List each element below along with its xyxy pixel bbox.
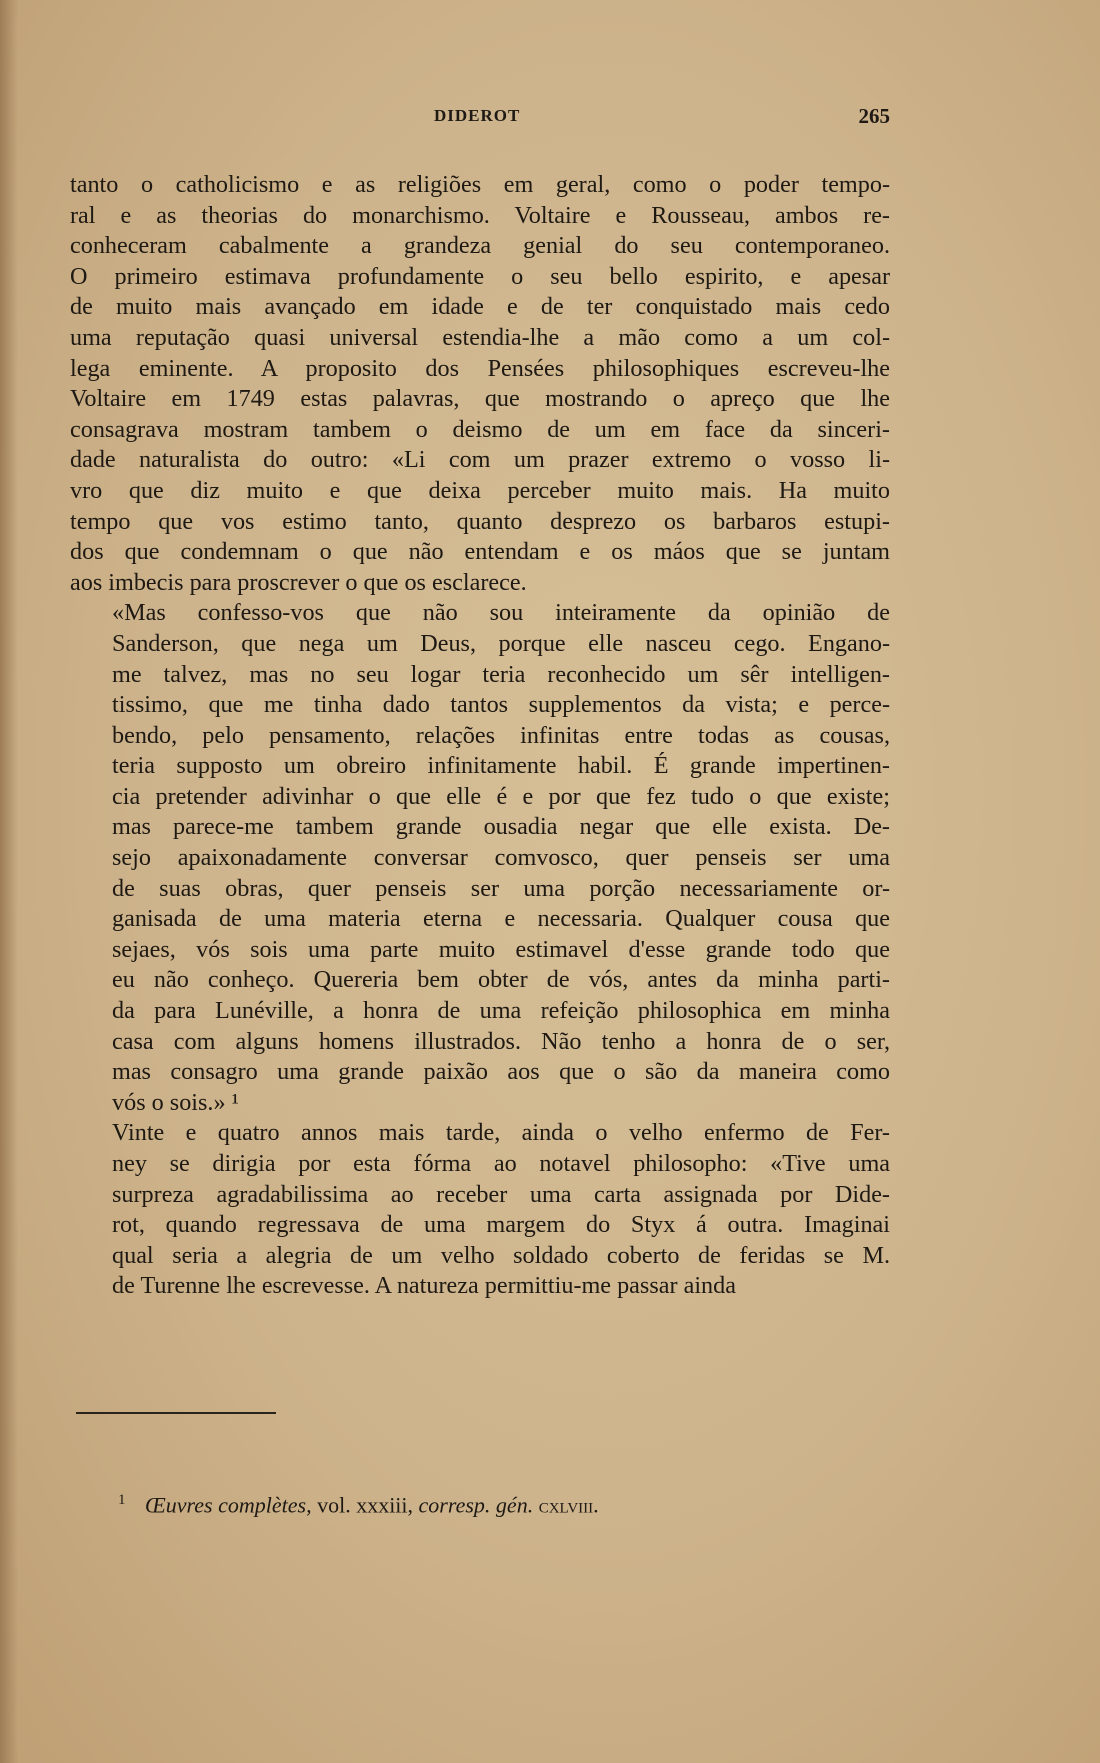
- text-line: Vinte e quatro annos mais tarde, ainda o velho enfermo de Fer-: [112, 1119, 890, 1147]
- text-line: ral e as theorias do monarchismo. Voltaire e Rousseau, ambos re-: [70, 201, 890, 229]
- text-line: surpreza agradabilissima ao receber uma carta assignada por Dide-: [112, 1180, 890, 1208]
- text-line: eu não conheço. Quereria bem obter de vós, antes da minha parti-: [112, 966, 890, 994]
- text-line: qual seria a alegria de um velho soldado coberto de feridas se M.: [112, 1241, 890, 1269]
- text-line: vro que diz muito e que deixa perceber muito mais. Ha muito: [70, 476, 890, 504]
- paragraph-2: [70, 598, 890, 1118]
- text-line: ney se dirigia por esta fórma ao notavel philosopho: «Tive uma: [112, 1150, 890, 1177]
- text-line: casa com alguns homens illustrados. Não tenho a honra de o ser,: [112, 1027, 890, 1055]
- text-line: ganisada de uma materia eterna e necessaria. Qualquer cousa que: [112, 905, 890, 933]
- footnote-work-title: Œuvres complètes,: [145, 1492, 312, 1518]
- text-line: bendo, pelo pensamento, relações infinitas entre todas as cousas,: [112, 721, 890, 749]
- text-line: Sanderson, que nega um Deus, porque elle nasceu cego. Engano-: [112, 629, 890, 657]
- text-line: de Turenne lhe escrevesse. A natureza permittiu-me passar ainda: [112, 1272, 736, 1300]
- footnote-letter-number: cxlviii.: [538, 1492, 599, 1518]
- page-number: 265: [858, 104, 890, 128]
- text-line: conheceram cabalmente a grandeza genial do seu contemporaneo.: [70, 232, 890, 260]
- paragraph-3: [70, 1118, 890, 1302]
- text-line: rot, quando regressava de uma margem do Styx á outra. Imaginai: [112, 1211, 890, 1239]
- text-line: teria supposto um obreiro infinitamente habil. É grande impertinen-: [112, 752, 890, 780]
- text-line: sejaes, vós sois uma parte muito estimavel d'esse grande todo que: [112, 935, 890, 963]
- page-edge-shadow: [0, 0, 18, 1763]
- text-line: mas consagro uma grande paixão aos que o são da maneira como: [112, 1058, 890, 1086]
- text-line: da para Lunéville, a honra de uma refeição philosophica em minha: [112, 997, 890, 1025]
- footnote-marker: 1: [118, 1492, 126, 1508]
- text-line: aos imbecis para proscrever o que os esclarece.: [70, 568, 527, 596]
- text-line: lega eminente. A proposito dos Pensées philosophiques escreveu-lhe: [70, 354, 890, 382]
- text-line: consagrava mostram tambem o deismo de um em face da sinceri-: [70, 415, 890, 443]
- text-line: Voltaire em 1749 estas palavras, que mostrando o apreço que lhe: [70, 385, 890, 413]
- page-header: [70, 106, 890, 140]
- text-line: «Mas confesso-vos que não sou inteiramente da opinião de: [112, 599, 890, 627]
- text-line: cia pretender adivinhar o que elle é e por que fez tudo o que existe;: [112, 782, 890, 810]
- text-line: dade naturalista do outro: «Li com um prazer extremo o vosso li-: [70, 446, 890, 474]
- footnote: [118, 1492, 599, 1518]
- footnote-divider: [76, 1412, 276, 1414]
- body-text: [70, 170, 890, 1302]
- footnote-volume: vol. xxxiii,: [317, 1492, 414, 1518]
- text-line: de suas obras, quer penseis ser uma porção necessariamente or-: [112, 874, 890, 902]
- running-title: DIDEROT: [434, 106, 521, 125]
- text-line: tanto o catholicismo e as religiões em geral, como o poder tempo-: [70, 171, 890, 198]
- text-line: mas parece-me tambem grande ousadia negar que elle exista. De-: [112, 813, 890, 841]
- text-line: tissimo, que me tinha dado tantos supplementos da vista; e perce-: [112, 691, 890, 719]
- text-line: me talvez, mas no seu logar teria reconhecido um sêr intelligen-: [112, 660, 890, 688]
- text-line: uma reputação quasi universal estendia-lhe a mão como a um col-: [70, 323, 890, 351]
- footnote-correspondence: corresp. gén.: [418, 1492, 534, 1518]
- text-line: de muito mais avançado em idade e de ter conquistado mais cedo: [70, 293, 890, 321]
- text-line: O primeiro estimava profundamente o seu bello espirito, e apesar: [70, 262, 890, 290]
- paragraph-1: [70, 170, 890, 598]
- text-line: vós o sois.» ¹: [112, 1088, 239, 1116]
- text-line: tempo que vos estimo tanto, quanto desprezo os barbaros estupi-: [70, 507, 890, 535]
- text-line: sejo apaixonadamente conversar comvosco, quer penseis ser uma: [112, 844, 890, 872]
- text-line: dos que condemnam o que não entendam e os máos que se juntam: [70, 538, 890, 566]
